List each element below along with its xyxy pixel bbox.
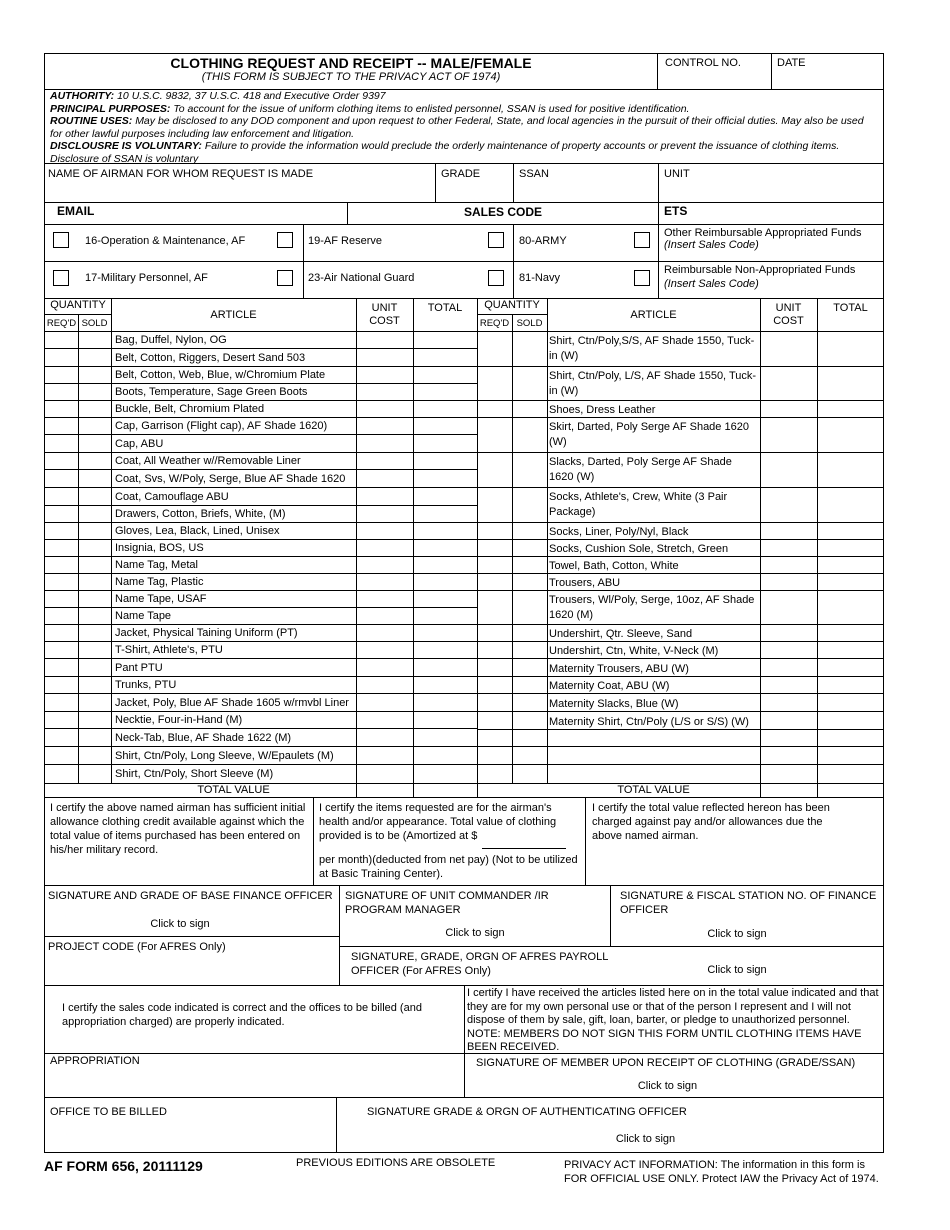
- left-item-article: Buckle, Belt, Chromium Plated: [115, 403, 265, 415]
- right-item-article: Maternity Shirt, Ctn/Poly (L/S or S/S) (W): [549, 715, 749, 728]
- left-item-article: Pant PTU: [115, 661, 163, 674]
- total-value-right: TOTAL VALUE: [617, 784, 690, 796]
- row-divider: [44, 764, 477, 765]
- right-item-article: Slacks, Darted, Poly Serge AF Shade 1620 (W): [549, 456, 732, 483]
- row-divider: [44, 590, 477, 591]
- sales-code-19-checkbox[interactable]: [277, 232, 293, 248]
- sales-code-17-label: 17-Military Personnel, AF: [85, 272, 208, 284]
- right-item-article: Trousers, Wl/Poly, Serge, 10oz, AF Shade 1620 (M): [549, 594, 755, 621]
- row-divider: [477, 452, 884, 453]
- right-item-article: Shoes, Dress Leather: [549, 404, 656, 416]
- row-divider: [44, 417, 477, 418]
- control-no-field[interactable]: [658, 70, 770, 88]
- sales-code-other-reimbursable-checkbox[interactable]: [634, 232, 650, 248]
- base-finance-signature-label: SIGNATURE AND GRADE OF BASE FINANCE OFFICER: [48, 890, 333, 902]
- commander-certification-cont: per month)(deducted from net pay) (Not to be utilized at Basic Training Center).: [319, 854, 578, 880]
- office-billed-field[interactable]: [46, 1122, 334, 1152]
- left-item-article: Cap, ABU: [115, 437, 164, 450]
- appropriation-field[interactable]: [46, 1070, 462, 1096]
- fiscal-station-signature-label: SIGNATURE & FISCAL STATION NO. OF FINANCE OFFICER: [620, 890, 877, 916]
- privacy-act-fouo: FOR OFFICIAL USE ONLY. Protect IAW the Privacy Act of 1974.: [564, 1173, 879, 1185]
- left-item-article: Shirt, Ctn/Poly, Short Sleeve (M): [115, 768, 274, 780]
- total-header-left: TOTAL: [427, 302, 463, 314]
- sales-code-other-reimbursable-note: (Insert Sales Code): [664, 239, 759, 251]
- right-item-article: Maternity Coat, ABU (W): [549, 680, 670, 692]
- form-title: CLOTHING REQUEST AND RECEIPT -- MALE/FEMALE: [170, 55, 532, 71]
- left-item-article: Belt, Cotton, Riggers, Desert Sand 503: [115, 351, 306, 364]
- total-charged-certification: I certify the total value reflected hereon has been charged against pay and/or allowances due the above named airman.: [592, 802, 830, 842]
- sold-header-right: SOLD: [516, 318, 543, 329]
- left-item-article: Cap, Garrison (Flight cap), AF Shade 1620): [115, 420, 328, 432]
- appropriation-label: APPROPRIATION: [50, 1055, 140, 1067]
- sales-code-other-reimbursable-label: Other Reimbursable Appropriated Funds: [664, 227, 862, 239]
- sales-code-17-checkbox[interactable]: [53, 270, 69, 286]
- sales-code-16-label: 16-Operation & Maintenance, AF: [85, 235, 246, 247]
- row-divider: [44, 348, 477, 349]
- right-item-article: Socks, Athlete's, Crew, White (3 Pair Package): [549, 491, 728, 518]
- amortized-amount-field[interactable]: [482, 834, 566, 849]
- member-receipt-sign-button[interactable]: Click to sign: [637, 1080, 698, 1092]
- unit-cost-header-right: UNIT COST: [773, 302, 804, 327]
- row-divider: [44, 434, 477, 435]
- sales-code-16-checkbox[interactable]: [53, 232, 69, 248]
- row-divider: [44, 624, 477, 625]
- afres-payroll-signature-label: SIGNATURE, GRADE, ORGN OF AFRES PAYROLL OFFICER (For AFRES Only): [351, 951, 608, 977]
- privacy-statement: AUTHORITY: 10 U.S.C. 9832, 37 U.S.C. 418 and Executive Order 9397 PRINCIPAL PURPOSES: To account for the issue of uniform clothing items to enlisted personnel, SSAN is used for positive identification. ROUTINE USES: May be disclosed to any DOD component and upon request to other Federal, State, and local agencies in the pursuit of their official duties. May also be used for other lawful purposes including law enforcement and litigation. DISCLOUSRE IS VOLUNTARY: Failure to provide the information would preclude the orderly maintenance of property accounts or prevent the issuance of clothing items. Disclosure of SSAN is voluntary: [50, 90, 864, 165]
- authenticating-signature-label: SIGNATURE GRADE & ORGN OF AUTHENTICATING OFFICER: [367, 1106, 687, 1118]
- total-value-left: TOTAL VALUE: [197, 784, 270, 796]
- row-divider: [44, 400, 477, 401]
- sales-code-nonappropriated-checkbox[interactable]: [634, 270, 650, 286]
- left-item-article: Name Tag, Plastic: [115, 576, 204, 588]
- row-divider: [477, 487, 884, 488]
- left-item-article: Coat, Camouflage ABU: [115, 490, 229, 503]
- left-item-article: Drawers, Cotton, Briefs, White, (M): [115, 508, 286, 520]
- commander-certification: I certify the items requested are for the airman's health and/or appearance. Total value of clothing provided is to be (Amortized at $: [319, 802, 557, 842]
- left-item-article: Insignia, BOS, US: [115, 542, 204, 554]
- right-item-article: Shirt, Ctn/Poly,S/S, AF Shade 1550, Tuck-in (W): [549, 335, 755, 362]
- reqd-header-left: REQ'D: [46, 318, 77, 329]
- form-id: AF FORM 656, 20111129: [44, 1158, 203, 1174]
- sales-code-certification: I certify the sales code indicated is correct and the offices to be billed (and appropriation charged) are properly indicated.: [62, 1002, 422, 1028]
- left-item-article: Boots, Temperature, Sage Green Boots: [115, 386, 308, 398]
- finance-certification: I certify the above named airman has sufficient initial allowance clothing credit available against which the total value of items purchased has been entered on his/her military record.: [50, 802, 306, 856]
- row-divider: [44, 693, 477, 694]
- row-divider: [44, 607, 477, 608]
- row-divider: [44, 556, 477, 557]
- date-label: DATE: [777, 57, 806, 69]
- unit-commander-signature-label: SIGNATURE OF UNIT COMMANDER /IR PROGRAM MANAGER: [345, 890, 549, 916]
- right-item-article: Undershirt, Ctn, White, V-Neck (M): [549, 645, 719, 657]
- sales-code-label: SALES CODE: [463, 205, 542, 219]
- left-item-article: Coat, Svs, W/Poly, Serge, Blue AF Shade 1620: [115, 472, 346, 485]
- left-item-article: Jacket, Poly, Blue AF Shade 1605 w/rmvbl Liner: [115, 696, 349, 709]
- left-item-article: Neck-Tab, Blue, AF Shade 1622 (M): [115, 731, 292, 744]
- row-divider: [44, 452, 477, 453]
- sales-code-80-checkbox[interactable]: [488, 232, 504, 248]
- base-finance-sign-button[interactable]: Click to sign: [150, 918, 210, 930]
- row-divider: [477, 400, 884, 401]
- grade-label: GRADE: [441, 168, 481, 180]
- right-item-article: Socks, Liner, Poly/Nyl, Black: [549, 526, 689, 538]
- row-divider: [44, 469, 477, 470]
- sales-code-nonappropriated-note: (Insert Sales Code): [664, 278, 759, 290]
- unit-cost-header-left: UNIT COST: [369, 302, 400, 327]
- left-item-article: Shirt, Ctn/Poly, Long Sleeve, W/Epaulets (M): [115, 749, 334, 762]
- row-divider: [44, 658, 477, 659]
- sales-code-80-label: 80-ARMY: [519, 235, 567, 247]
- fiscal-station-sign-button[interactable]: Click to sign: [707, 928, 767, 940]
- sales-code-23-checkbox[interactable]: [277, 270, 293, 286]
- row-divider: [44, 487, 477, 488]
- unit-label: UNIT: [664, 168, 690, 180]
- row-divider: [44, 383, 477, 384]
- left-item-article: Necktie, Four-in-Hand (M): [115, 714, 243, 726]
- member-receipt-signature-label: SIGNATURE OF MEMBER UPON RECEIPT OF CLOTHING (GRADE/SSAN): [476, 1057, 856, 1069]
- unit-field[interactable]: [660, 182, 882, 201]
- row-divider: [44, 522, 477, 523]
- ssan-label: SSAN: [519, 168, 549, 180]
- sales-code-81-checkbox[interactable]: [488, 270, 504, 286]
- email-field[interactable]: [110, 204, 345, 222]
- row-divider: [477, 366, 884, 367]
- office-billed-label: OFFICE TO BE BILLED: [50, 1106, 167, 1118]
- name-field[interactable]: [46, 182, 434, 201]
- sales-code-nonappropriated-label: Reimbursable Non-Appropriated Funds: [664, 264, 856, 276]
- row-divider: [44, 539, 477, 540]
- left-item-article: Coat, All Weather w//Removable Liner: [115, 455, 301, 467]
- row-divider: [44, 746, 477, 747]
- row-divider: [44, 711, 477, 712]
- left-item-article: Name Tag, Metal: [115, 559, 198, 571]
- left-item-article: Bag, Duffel, Nylon, OG: [115, 334, 227, 346]
- grade-field[interactable]: [437, 182, 512, 201]
- unit-commander-sign-button[interactable]: Click to sign: [445, 927, 505, 939]
- sold-header-left: SOLD: [81, 318, 108, 329]
- form-subtitle: (THIS FORM IS SUBJECT TO THE PRIVACY ACT OF 1974): [201, 71, 501, 83]
- right-item-article: Undershirt, Qtr. Sleeve, Sand: [549, 628, 693, 640]
- row-divider: [477, 522, 884, 523]
- row-divider: [44, 573, 477, 574]
- sales-code-19-label: 19-AF Reserve: [308, 235, 382, 247]
- right-item-article: Maternity Slacks, Blue (W): [549, 697, 679, 710]
- reqd-header-right: REQ'D: [479, 318, 510, 329]
- left-item-article: Belt, Cotton, Web, Blue, w/Chromium Plate: [115, 369, 326, 381]
- privacy-act-info: PRIVACY ACT INFORMATION: The information in this form is: [564, 1159, 865, 1171]
- name-label: NAME OF AIRMAN FOR WHOM REQUEST IS MADE: [48, 168, 314, 180]
- ets-label: ETS: [664, 204, 688, 218]
- total-header-right: TOTAL: [833, 302, 868, 314]
- email-label: EMAIL: [57, 204, 95, 218]
- left-item-article: T-Shirt, Athlete's, PTU: [115, 644, 223, 656]
- left-item-article: Name Tape: [115, 610, 172, 622]
- ssan-field[interactable]: [515, 182, 657, 201]
- quantity-header-right: QUANTITY: [484, 299, 540, 311]
- quantity-header-left: QUANTITY: [50, 299, 106, 311]
- afres-payroll-sign-button[interactable]: Click to sign: [707, 964, 767, 976]
- left-item-article: Gloves, Lea, Black, Lined, Unisex: [115, 525, 280, 537]
- receipt-certification: I certify I have received the articles listed here on in the total value indicated and that they are for my own personal use or that of the person I represent and I will not dispose of them by sale, gift, loan, barter, or pledge to unauthorized personnel. NOTE: MEMBERS DO NOT SIGN THIS FORM UNTIL CLOTHING ITEMS HAVE BEEN RECEIVED.: [467, 987, 879, 1053]
- row-divider: [477, 746, 884, 747]
- row-divider: [44, 676, 477, 677]
- row-divider: [44, 505, 477, 506]
- row-divider: [477, 764, 884, 765]
- left-item-article: Name Tape, USAF: [115, 593, 207, 605]
- right-item-article: Towel, Bath, Cotton, White: [549, 560, 679, 572]
- row-divider: [44, 366, 477, 367]
- previous-editions-note: PREVIOUS EDITIONS ARE OBSOLETE: [296, 1157, 496, 1169]
- row-divider: [477, 624, 884, 625]
- row-divider: [44, 728, 477, 729]
- project-code-label: PROJECT CODE (For AFRES Only): [48, 941, 226, 953]
- right-item-article: Trousers, ABU: [549, 577, 621, 589]
- authenticating-sign-button[interactable]: Click to sign: [615, 1133, 676, 1145]
- project-code-field[interactable]: [46, 956, 338, 984]
- left-item-article: Jacket, Physical Taining Uniform (PT): [115, 627, 298, 639]
- article-header-right: ARTICLE: [630, 309, 677, 321]
- row-divider: [44, 641, 477, 642]
- article-header-left: ARTICLE: [210, 309, 257, 321]
- ets-field[interactable]: [700, 204, 880, 222]
- right-item-article: Shirt, Ctn/Poly, L/S, AF Shade 1550, Tuck-in (W): [549, 370, 757, 397]
- left-item-article: Trunks, PTU: [115, 679, 177, 691]
- sales-code-23-label: 23-Air National Guard: [308, 272, 415, 284]
- right-item-article: Maternity Trousers, ABU (W): [549, 662, 689, 675]
- sales-code-81-label: 81-Navy: [519, 272, 560, 284]
- control-no-label: CONTROL NO.: [665, 57, 741, 69]
- date-field[interactable]: [772, 70, 883, 88]
- right-item-article: Skirt, Darted, Poly Serge AF Shade 1620 (W): [549, 421, 749, 448]
- right-item-article: Socks, Cushion Sole, Stretch, Green: [549, 543, 729, 555]
